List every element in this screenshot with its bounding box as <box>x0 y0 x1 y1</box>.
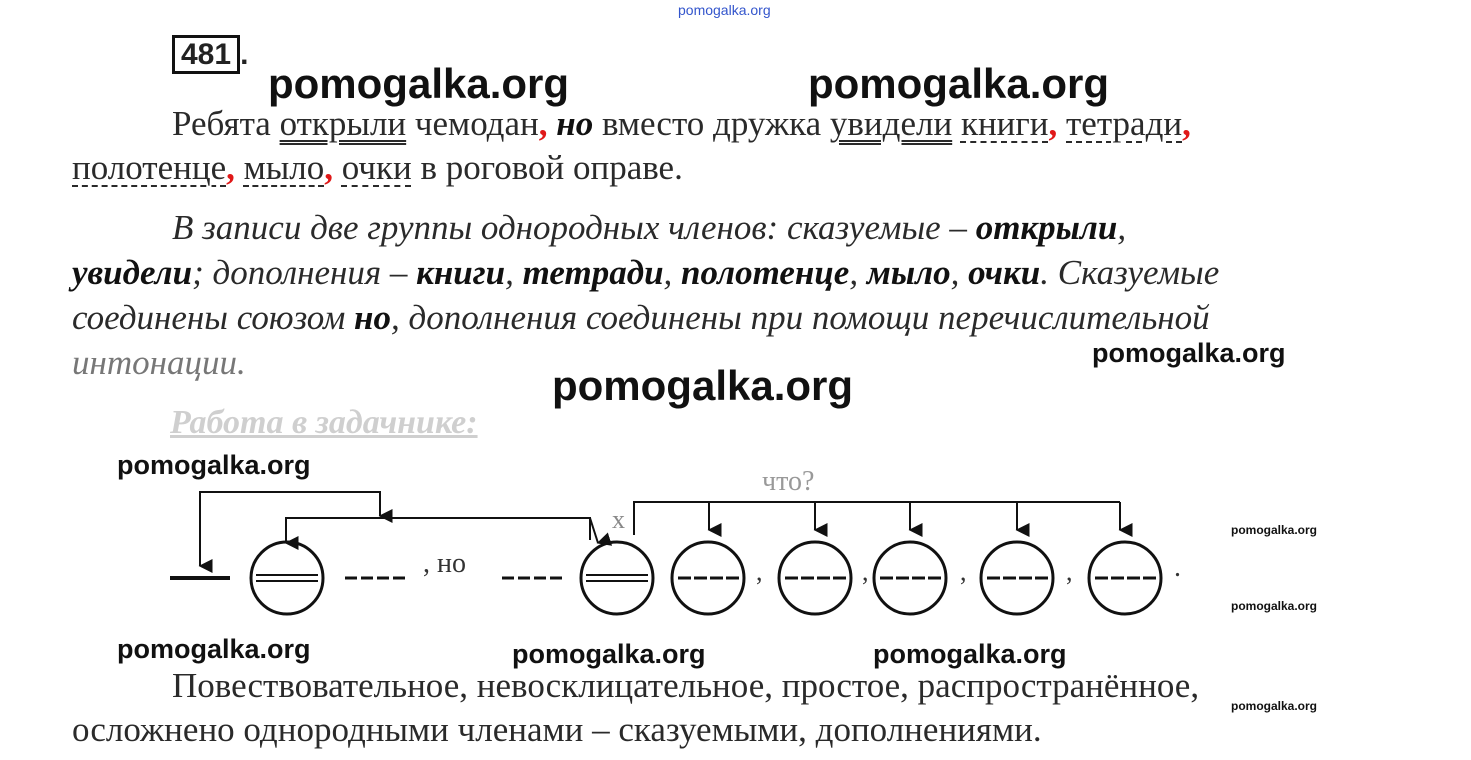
top-watermark[interactable]: pomogalka.org <box>678 2 771 18</box>
object-word: очки <box>341 148 412 187</box>
word: вместо дружка <box>593 104 830 143</box>
predicate-circle-1 <box>251 542 323 614</box>
comma: , <box>1048 104 1058 143</box>
watermark-11[interactable]: pomogalka.org <box>1231 699 1318 713</box>
question-label: что? <box>762 466 815 497</box>
watermark-9[interactable]: pomogalka.org <box>512 639 706 669</box>
word: чемодан <box>406 104 539 143</box>
task-number: 481 <box>172 35 240 74</box>
conclusion-line-1: Повествовательное, невосклицательное, простое, распространённое, <box>172 666 1200 705</box>
bold-word: книги <box>416 253 506 292</box>
object-word: тетради <box>1066 104 1183 143</box>
bold-word: мыло <box>866 253 951 292</box>
text: , <box>663 253 682 292</box>
analysis-line-4: интонации. <box>72 343 246 382</box>
predicate-word: открыли <box>279 104 407 143</box>
bold-word: увидели <box>72 253 193 292</box>
text: , <box>849 253 867 292</box>
text: , <box>505 253 523 292</box>
object-word: мыло <box>243 148 325 187</box>
task-number-dot: . <box>240 38 249 71</box>
text: соединены союзом <box>72 298 355 337</box>
faded-heading: Работа в задачнике: <box>170 404 478 441</box>
text: , дополнения соединены при помощи перечислительной <box>390 298 1210 337</box>
period: . <box>1174 552 1181 583</box>
conj-label: , но <box>423 548 466 579</box>
comma: , <box>226 148 235 187</box>
comma-1: , <box>756 557 763 586</box>
bold-word: но <box>354 298 391 337</box>
text: , <box>950 253 969 292</box>
watermark-6[interactable]: pomogalka.org <box>1231 523 1318 537</box>
comma: , <box>324 148 333 187</box>
word: в роговой оправе. <box>411 148 683 187</box>
predicates-bracket <box>286 518 590 540</box>
bold-word: открыли <box>975 208 1118 247</box>
comma-2: , <box>862 557 869 586</box>
comma: , <box>1182 104 1191 143</box>
word: Ребята <box>172 104 280 143</box>
text: В записи две группы однородных членов: сказуемые – <box>172 208 976 247</box>
conjunction: но <box>547 104 594 143</box>
text: , <box>1117 208 1127 247</box>
conclusion-line-2: осложнено однородными членами – сказуемыми, дополнениями. <box>72 710 1042 749</box>
watermark-10[interactable]: pomogalka.org <box>873 639 1067 669</box>
predicate-circle-2 <box>581 542 653 614</box>
object-word: полотенце <box>72 148 227 187</box>
watermark-5[interactable]: pomogalka.org <box>117 450 311 480</box>
object-word: книги <box>960 104 1049 143</box>
bold-word: полотенце <box>681 253 850 292</box>
watermark-4[interactable]: pomogalka.org <box>552 362 854 409</box>
bold-word: тетради <box>522 253 664 292</box>
watermark-7[interactable]: pomogalka.org <box>1231 599 1318 613</box>
watermark-2[interactable]: pomogalka.org <box>808 60 1110 107</box>
comma-3: , <box>960 557 967 586</box>
text: . Сказуемые <box>1040 253 1220 292</box>
watermark-1[interactable]: pomogalka.org <box>268 60 570 107</box>
subject-arrow <box>200 492 380 565</box>
comma-4: , <box>1066 557 1073 586</box>
watermark-3[interactable]: pomogalka.org <box>1092 338 1286 368</box>
bold-word: очки <box>968 253 1041 292</box>
question-bracket <box>634 502 1120 535</box>
text: ; дополнения – <box>192 253 417 292</box>
comma: , <box>538 104 548 143</box>
predicate-word: увидели <box>829 104 953 143</box>
watermark-8[interactable]: pomogalka.org <box>117 634 311 664</box>
x-label: х <box>612 505 625 534</box>
